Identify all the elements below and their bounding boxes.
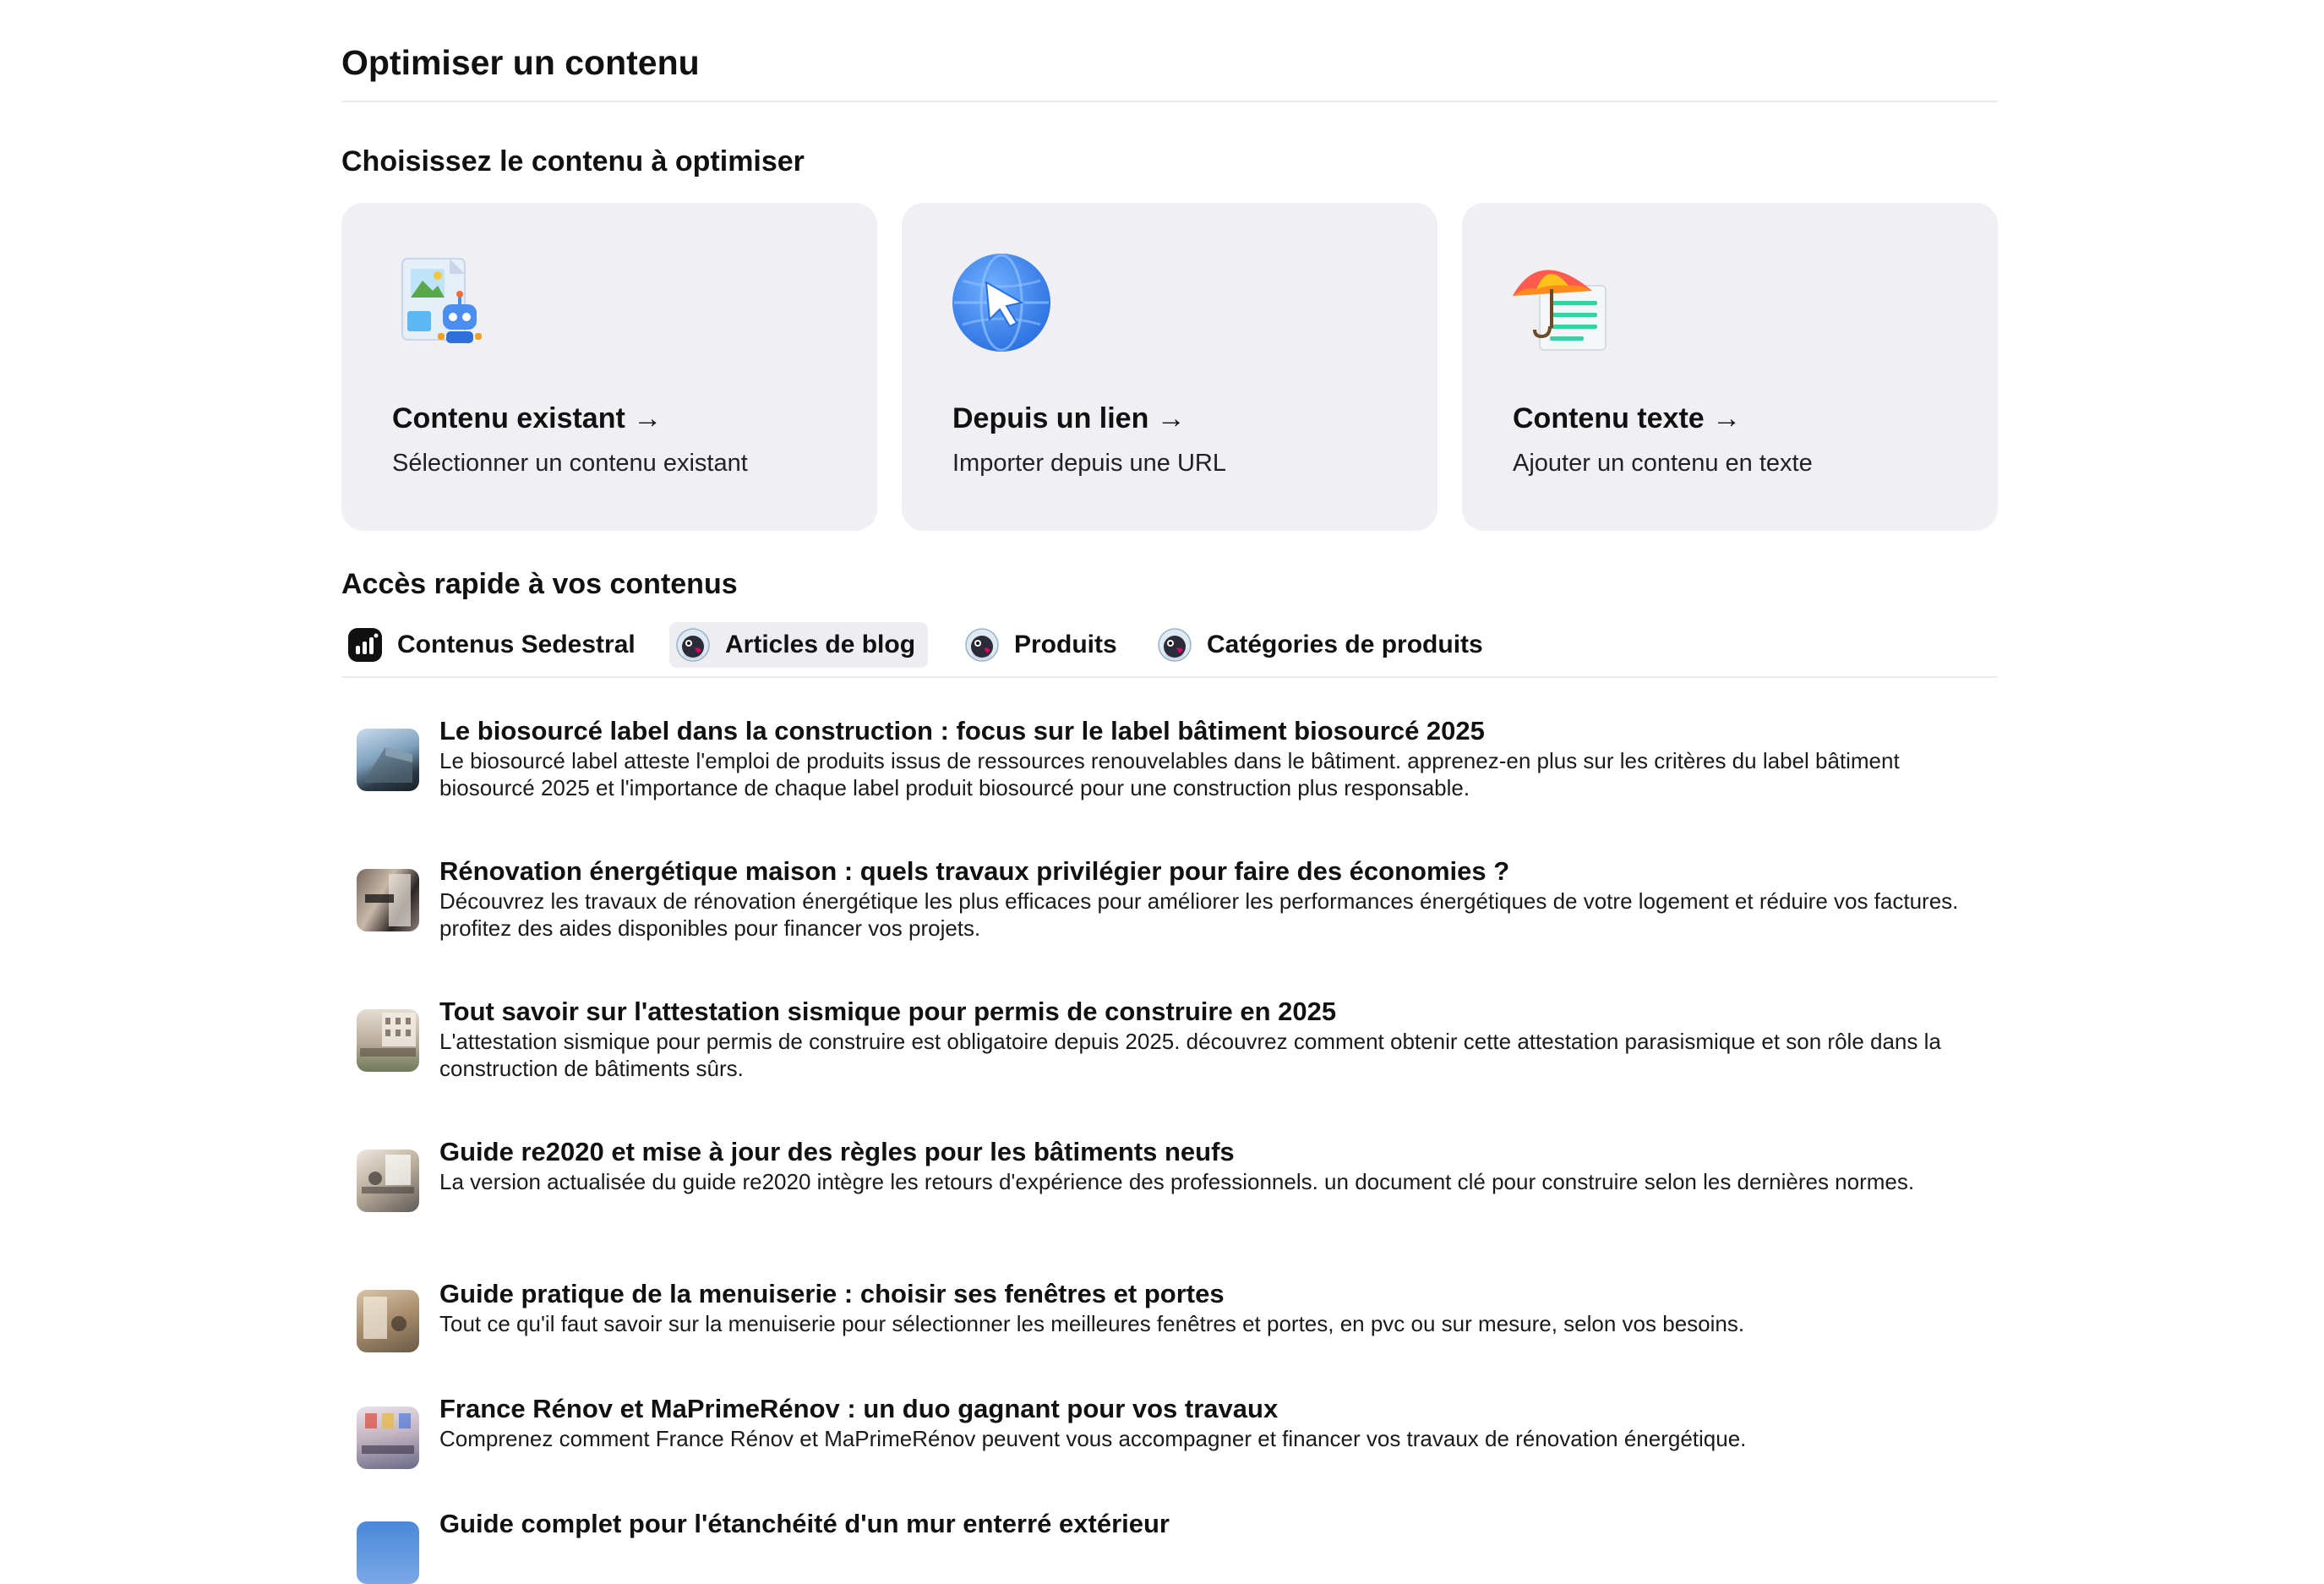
card-title: Contenu existant →: [392, 402, 663, 434]
article-title: Rénovation énergétique maison : quels travaux privilégier pour faire des économies ?: [439, 856, 1510, 886]
tab-label: Articles de blog: [725, 631, 916, 658]
title-divider: [341, 101, 1998, 102]
article-thumbnail: [357, 1150, 419, 1212]
tab-categories-de-produits[interactable]: [1151, 622, 1506, 668]
prestashop-logo-icon: [1158, 628, 1192, 662]
article-description: Tout ce qu'il faut savoir sur la menuiserie pour sélectionner les meilleures fenêtres et portes, en pvc ou sur mesure, selon vos besoins.: [439, 1311, 1745, 1336]
existing-content-card[interactable]: [341, 203, 877, 531]
article-title: Guide complet pour l'étanchéité d'un mur enterré extérieur: [439, 1509, 1170, 1538]
card-description: Importer depuis une URL: [952, 450, 1226, 477]
prestashop-logo-icon: [965, 628, 999, 662]
card-description: Sélectionner un contenu existant: [392, 450, 748, 477]
sedestral-logo-icon: [348, 628, 382, 662]
card-title: Contenu texte →: [1513, 402, 1742, 434]
article-thumbnail: [357, 869, 419, 931]
card-description: Ajouter un contenu en texte: [1513, 450, 1813, 477]
article-thumbnail: [357, 1290, 419, 1352]
article-thumbnail: [357, 1009, 419, 1072]
document-robot-icon: [390, 252, 492, 353]
article-thumbnail: [357, 1521, 419, 1584]
article-title: Guide re2020 et mise à jour des règles pour les bâtiments neufs: [439, 1137, 1235, 1166]
article-title: Tout savoir sur l'attestation sismique pour permis de construire en 2025: [439, 997, 1337, 1026]
article-thumbnail: [357, 1406, 419, 1469]
tab-articles-de-blog[interactable]: [669, 622, 928, 668]
page-title: Optimiser un contenu: [341, 43, 700, 82]
quick-access-tabs: [341, 622, 1998, 669]
quick-access-title: Accès rapide à vos contenus: [341, 568, 738, 600]
article-description: Le biosourcé label atteste l'emploi de produits issus de ressources renouvelables dans le bâtiment. apprenez-en plus sur les critères du label bâtiment biosourcé 2025 et l'importance de chaque label produit biosourcé pour une construction plus responsable.: [439, 748, 1900, 800]
text-content-card[interactable]: [1462, 203, 1998, 531]
article-thumbnail: [357, 729, 419, 791]
article-description: L'attestation sismique pour permis de construire est obligatoire depuis 2025. découvrez comment obtenir cette attestation parasismique et son rôle dans la construction de bâtiments sûrs.: [439, 1029, 1941, 1081]
article-description: Comprenez comment France Rénov et MaPrimeRénov peuvent vous accompagner et financer vos travaux de rénovation énergétique.: [439, 1426, 1747, 1451]
prestashop-logo-icon: [676, 628, 710, 662]
article-description: Découvrez les travaux de rénovation énergétique les plus efficaces pour améliorer les performances énergétiques de votre logement et réduire vos factures. profitez des aides disponibles pour financer vos projets.: [439, 888, 1959, 941]
tab-label: Produits: [1014, 631, 1117, 658]
article-title: Le biosourcé label dans la construction : focus sur le label bâtiment biosourcé 2025: [439, 716, 1485, 746]
article-title: France Rénov et MaPrimeRénov : un duo gagnant pour vos travaux: [439, 1394, 1279, 1423]
tab-produits[interactable]: [958, 622, 1127, 668]
article-description: La version actualisée du guide re2020 intègre les retours d'expérience des professionnels. un document clé pour construire selon les dernières normes.: [439, 1169, 1915, 1194]
source-cards: [341, 203, 1998, 531]
choose-section-title: Choisissez le contenu à optimiser: [341, 145, 805, 178]
article-title: Guide pratique de la menuiserie : choisir ses fenêtres et portes: [439, 1279, 1225, 1308]
umbrella-document-icon: [1511, 252, 1612, 353]
from-link-card[interactable]: [902, 203, 1437, 531]
globe-cursor-icon: [951, 252, 1052, 353]
tab-label: Catégories de produits: [1207, 631, 1483, 658]
tab-label: Contenus Sedestral: [397, 631, 636, 658]
tab-contenus-sedestral[interactable]: [341, 622, 649, 668]
card-title: Depuis un lien →: [952, 402, 1186, 434]
tabs-divider: [341, 676, 1998, 678]
